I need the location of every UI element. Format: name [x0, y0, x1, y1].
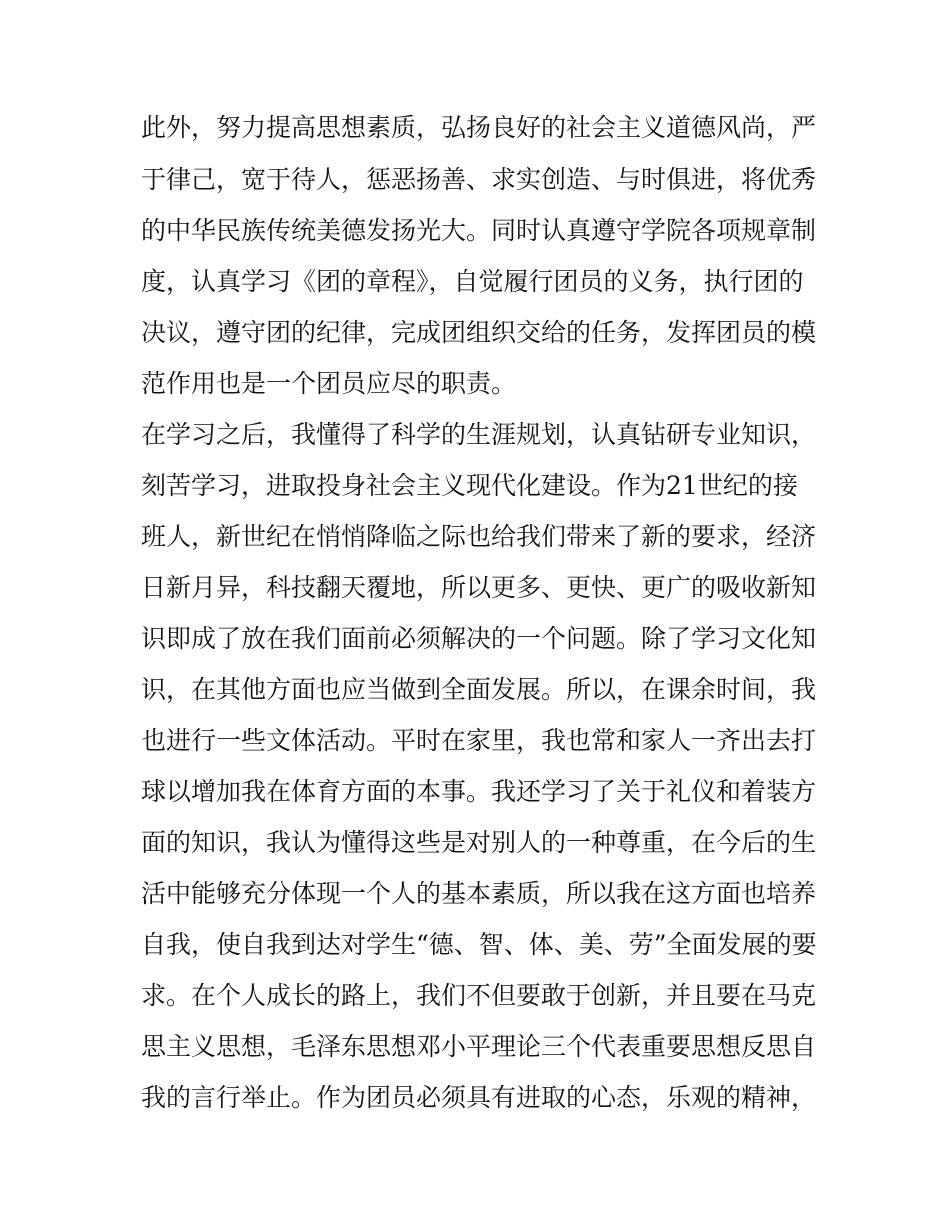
text-line: 活中能够充分体现一个人的基本素质，所以我在这方面也培养: [141, 879, 817, 908]
text-line: 度，认真学习《团的章程》，自觉履行团员的义务，执行团的: [141, 267, 804, 296]
text-line: 求。在个人成长的路上，我们不但要敢于创新，并且要在马克: [141, 981, 817, 1010]
text-line: 决议，遵守团的纪律，完成团组织交给的任务，发挥团员的模: [141, 318, 817, 347]
text-line: 的中华民族传统美德发扬光大。同时认真遵守学院各项规章制: [141, 216, 817, 245]
text-line: 此外，努力提高思想素质，弘扬良好的社会主义道德风尚，严: [141, 113, 817, 142]
text-line: 在学习之后，我懂得了科学的生涯规划，认真钻研专业知识，: [141, 420, 817, 449]
text-line: 识，在其他方面也应当做到全面发展。所以，在课余时间，我: [141, 675, 817, 704]
text-line: 范作用也是一个团员应尽的职责。: [141, 369, 517, 398]
text-line: 识即成了放在我们面前必须解决的一个问题。除了学习文化知: [141, 624, 817, 653]
text-line: 也进行一些文体活动。平时在家里，我也常和家人一齐出去打: [141, 726, 817, 755]
text-line: 刻苦学习，进取投身社会主义现代化建设。作为21世纪的接: [141, 471, 798, 500]
text-line: 球以增加我在体育方面的本事。我还学习了关于礼仪和着装方: [141, 777, 817, 806]
text-line: 自我，使自我到达对学生“德、智、体、美、劳”全面发展的要: [141, 930, 817, 959]
text-line: 面的知识，我认为懂得这些是对别人的一种尊重，在今后的生: [141, 828, 817, 857]
text-line: 思主义思想，毛泽东思想邓小平理论三个代表重要思想反思自: [141, 1032, 817, 1061]
text-line: 我的言行举止。作为团员必须具有进取的心态，乐观的精神，: [141, 1083, 817, 1112]
text-line: 班人，新世纪在悄悄降临之际也给我们带来了新的要求，经济: [141, 522, 817, 551]
text-line: 于律己，宽于待人，惩恶扬善、求实创造、与时俱进，将优秀: [141, 165, 817, 194]
text-line: 日新月异，科技翻天覆地，所以更多、更快、更广的吸收新知: [141, 573, 817, 602]
